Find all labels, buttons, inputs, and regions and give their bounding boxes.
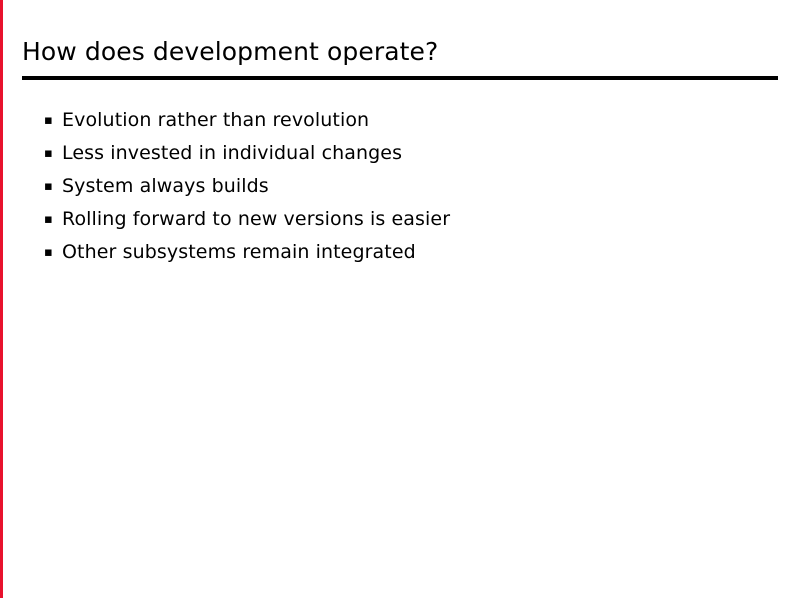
list-item — [44, 174, 764, 199]
list-item — [44, 108, 764, 133]
list-item-label: Less invested in individual changes — [62, 142, 403, 164]
page-title: How does development operate? — [22, 37, 439, 66]
title-area — [22, 38, 778, 67]
bullet-square-icon: ▪ — [44, 212, 53, 227]
title-divider — [22, 76, 778, 80]
list-item-label: Other subsystems remain integrated — [62, 241, 416, 263]
list-item — [44, 141, 764, 166]
list-item-label: System always builds — [62, 175, 269, 197]
list-item-label: Rolling forward to new versions is easier — [62, 208, 451, 230]
bullet-square-icon: ▪ — [44, 179, 53, 194]
left-accent-bar — [0, 0, 3, 598]
bullet-square-icon: ▪ — [44, 245, 53, 260]
list-item — [44, 207, 764, 232]
bullet-list — [44, 108, 764, 273]
list-item-label: Evolution rather than revolution — [62, 109, 370, 131]
bullet-square-icon: ▪ — [44, 146, 53, 161]
list-item — [44, 240, 764, 265]
bullet-square-icon: ▪ — [44, 113, 53, 128]
